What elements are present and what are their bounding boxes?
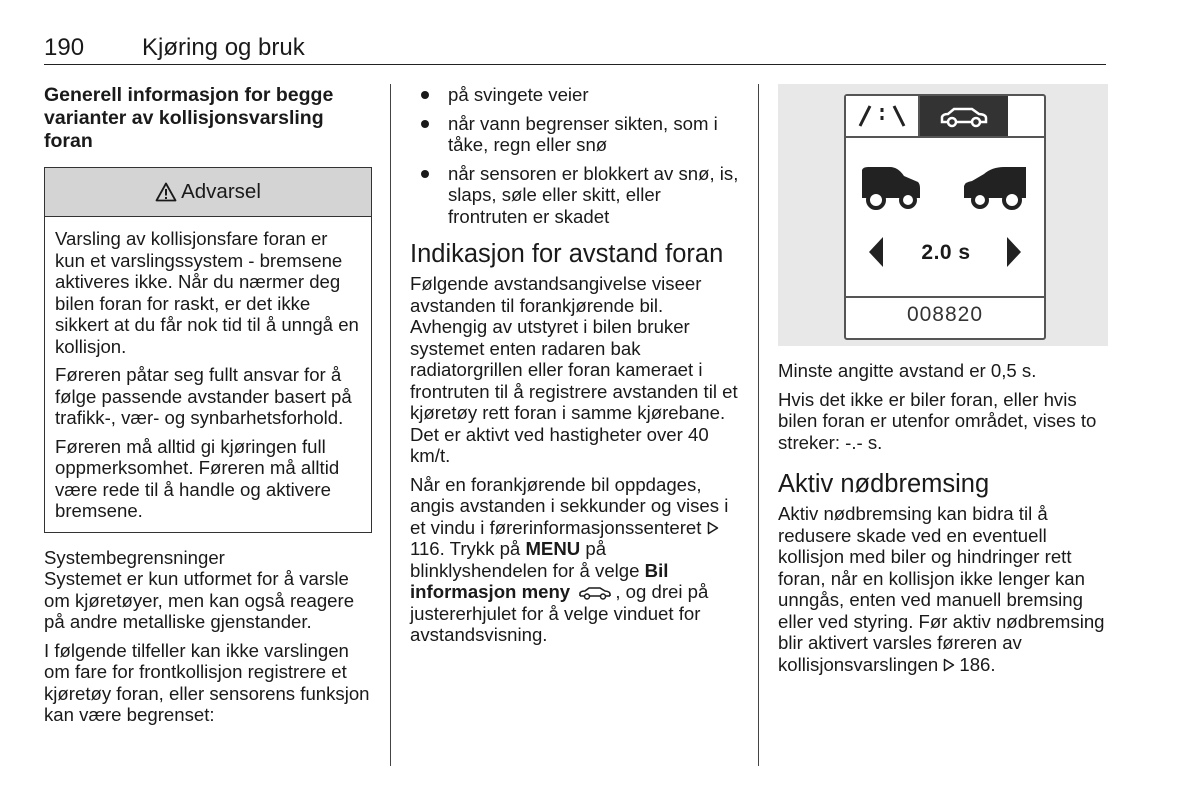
page-header (44, 34, 1106, 65)
warning-box (44, 167, 372, 533)
page-number: 190 (44, 34, 85, 61)
limitations-list (410, 84, 740, 227)
front-car-icon (960, 162, 1030, 212)
list-item: på svingete veier (410, 84, 740, 106)
column-right (778, 84, 1108, 682)
section-heading: Generell informasjon for begge varianter av kollisjonsvarsling foran (44, 84, 334, 152)
body-paragraph: Hvis det ikke er biler foran, eller hvis bilen foran er utenfor området, vises to streker: -.- s. (778, 388, 1097, 453)
list-item: når sensoren er blokkert av snø, is, slaps, søle eller skitt, eller frontruten er skadet (410, 163, 740, 228)
distance-display-figure (778, 84, 1108, 346)
bil-informasjon-label: Bil informasjon meny (410, 559, 669, 602)
vehicle-tab (920, 96, 1008, 136)
driver-info-display (844, 94, 1046, 340)
column-left (44, 84, 372, 733)
arrow-right-icon (1006, 236, 1022, 268)
bullet-icon (421, 170, 429, 178)
lane-icon (846, 96, 918, 136)
odometer-value: 008820 (906, 303, 984, 326)
page-reference-icon (707, 521, 719, 535)
subheading-system-limits: Systembegrensninger (44, 546, 225, 568)
bullet-icon (421, 120, 429, 128)
lane-tab (846, 96, 920, 136)
warning-triangle-icon (155, 182, 177, 202)
page-reference-icon (943, 658, 955, 672)
distance-value: 2.0 s (921, 241, 971, 264)
warning-header (45, 168, 371, 217)
body-paragraph: Følgende avstandsangivelse viseer avstanden til forankjørende bil. Avhengig av utstyret i bilen bruker systemet enten radaren bak radiatorgrillen eller foran kameraet i frontruten til å registrere avstanden til et kjøretøy rett foran i samme kjørebane. Det er aktivt ved hastigheter over 40 km/t. (410, 273, 738, 466)
warning-paragraph: Varsling av kollisjonsfare foran er kun et varslingssystem - bremsene aktiveres ikke. Når du nærmer deg bilen foran for raskt, er det ikke sikkert at du får nok tid til å unngå en kollisjon. (55, 228, 359, 357)
warning-title: Advarsel (181, 180, 261, 204)
menu-label: MENU (525, 538, 581, 559)
list-item: når vann begrenser sikten, som i tåke, regn eller snø (410, 113, 740, 156)
warning-paragraph: Føreren må alltid gi kjøringen full oppmerksomhet. Føreren må alltid være rede til å handle og aktivere bremsene. (55, 435, 340, 521)
column-divider (390, 84, 391, 766)
car-icon (920, 96, 1008, 136)
body-paragraph: Aktiv nødbremsing kan bidra til å redusere skade ved en eventuell kollisjon med biler og hindringer rett foran, når en kollisjon ikke lenger kan unngås, enten ved manuell bremsing eller ved styring. Før aktiv nødbremsing blir aktivert varsles føreren av kollisjonsvarslingen 186. (778, 503, 1105, 675)
column-divider (758, 84, 759, 766)
body-paragraph: Når en forankjørende bil oppdages, angis avstanden i sekkunder og vises i et vindu i førerinformasjonssenteret 116. Trykk på MENU på blinklyshendelen for å velge Bil informasjon meny , og drei på justererhjulet for å velge vinduet for avstandsvisning. (410, 473, 729, 645)
section-title: Aktiv nødbremsing (778, 470, 990, 498)
page-reference[interactable]: 116 (410, 538, 440, 559)
car-icon (578, 586, 612, 600)
bullet-icon (421, 91, 429, 99)
chapter-title: Kjøring og bruk (142, 34, 305, 61)
body-paragraph: Minste angitte avstand er 0,5 s. (778, 360, 1037, 381)
page-reference[interactable]: 186 (959, 653, 991, 675)
body-paragraph: Systemet er kun utformet for å varsle om kjøretøyer, men kan også reagere på andre metalliske gjenstander. (44, 568, 355, 632)
column-middle (410, 84, 740, 653)
body-paragraph: I følgende tilfeller kan ikke varslingen om fare for frontkollisjon registrere et kjøretøy foran, eller sensorens funksjon kan være begrenset: (44, 639, 370, 725)
rear-car-icon (860, 162, 922, 212)
warning-paragraph: Føreren påtar seg fullt ansvar for å følge passende avstander basert på trafikk-, vær- og synbarhetsforhold. (55, 364, 352, 428)
section-title: Indikasjon for avstand foran (410, 240, 724, 268)
arrow-left-icon (868, 236, 884, 268)
